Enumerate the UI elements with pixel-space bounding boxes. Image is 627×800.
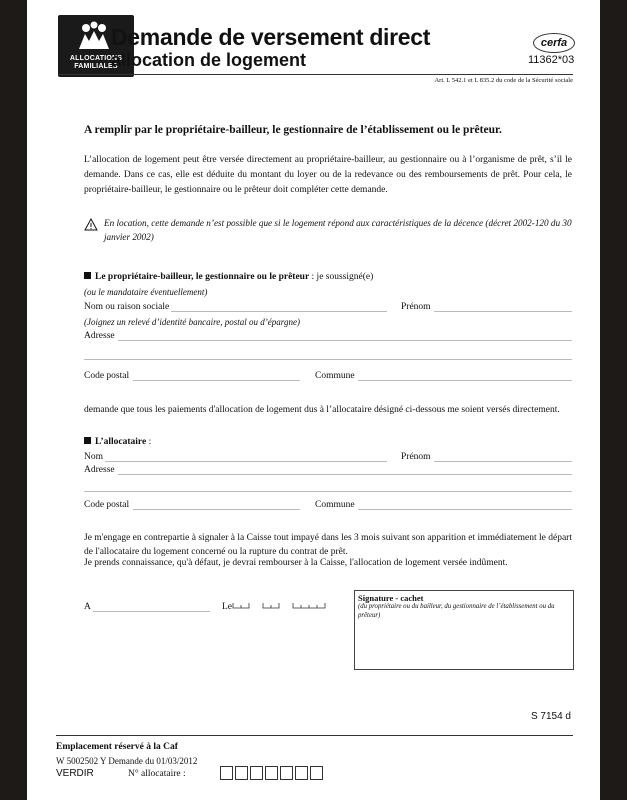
- allocataire-name-field[interactable]: [105, 461, 387, 462]
- divider: [56, 735, 573, 736]
- logo-text: ALLOCATIONS: [69, 55, 123, 62]
- owner-postal-field[interactable]: [133, 380, 300, 381]
- request-text: demande que tous les paiements d'allocation de logement dus à l’allocataire désigné ci-dessous me soient versés directement.: [84, 405, 560, 415]
- warning-icon: [84, 218, 98, 231]
- owner-postal-label: Code postal: [84, 371, 130, 381]
- decency-warning: En location, cette demande n’est possible que si le logement répond aux caractéristiques de la décence (décret 2002-120 du 30 janvier 2002): [104, 218, 572, 242]
- family-icon: [77, 21, 111, 51]
- engagement-text: Je m'engage en contrepartie à signaler à la Caisse tout impayé dans les 3 mois suivant son apparition et immédiatement le départ de l'allocataire du logement concerné ou la rupture du contrat de prêt.: [84, 533, 572, 557]
- request-reference: W 5002502 Y Demande du 01/03/2012: [56, 756, 198, 766]
- allocataire-firstname-field[interactable]: [434, 461, 572, 462]
- allocataire-number-field[interactable]: [220, 766, 325, 785]
- form-subtitle: allocation de logement: [111, 50, 307, 70]
- allocataire-address-label: Adresse: [84, 465, 115, 475]
- digit-box[interactable]: [250, 766, 263, 780]
- cerfa-number: 11362*03: [528, 54, 575, 66]
- allocataire-name: VERDIR: [56, 768, 94, 779]
- place-field[interactable]: [93, 611, 210, 612]
- allocataire-firstname-label: Prénom: [401, 452, 431, 462]
- owner-commune-field[interactable]: [358, 380, 572, 381]
- allocataire-number-label: N° allocataire :: [128, 769, 186, 779]
- intro-paragraph: L’allocation de logement peut être versée directement au propriétaire-bailleur, au gestionnaire ou à l’organisme de prêt, s’il le demande. Dans ce cas, elle est déduite du montant du loyer ou de la redevance ou des remboursements de prêt. Pour cela, le propriétaire-bailleur, le gestionnaire ou le prêteur doit compléter cette demande.: [84, 155, 572, 195]
- signature-subtitle: (du propriétaire ou du bailleur, du gestionnaire de l’établissement ou du prêteur): [358, 603, 555, 619]
- owner-firstname-field[interactable]: [434, 311, 572, 312]
- bullet-square-icon: [84, 437, 91, 444]
- allocataire-commune-label: Commune: [315, 500, 355, 510]
- digit-box[interactable]: [265, 766, 278, 780]
- form-code: S 7154 d: [530, 711, 571, 722]
- repayment-text: Je prends connaissance, qu'à défaut, je devrai rembourser à la Caisse, l'allocation de logement versée indûment.: [84, 558, 508, 568]
- allocataire-name-label: Nom: [84, 452, 103, 462]
- date-field[interactable]: [231, 598, 351, 610]
- digit-box[interactable]: [310, 766, 323, 780]
- digit-box[interactable]: [220, 766, 233, 780]
- signature-box[interactable]: [354, 590, 574, 670]
- allocataire-section-heading: L’allocataire :: [84, 437, 151, 447]
- digit-box[interactable]: [235, 766, 248, 780]
- mandataire-note: (ou le mandataire éventuellement): [84, 287, 208, 297]
- owner-name-label: Nom ou raison sociale: [84, 302, 170, 312]
- allocataire-postal-label: Code postal: [84, 500, 130, 510]
- allocataire-address-field-2[interactable]: [84, 491, 572, 492]
- owner-address-field-2[interactable]: [84, 359, 572, 360]
- owner-section-heading: Le propriétaire-bailleur, le gestionnaire ou le prêteur : je soussigné(e): [84, 272, 373, 282]
- owner-address-label: Adresse: [84, 331, 115, 341]
- owner-name-field[interactable]: [171, 311, 387, 312]
- allocataire-commune-field[interactable]: [358, 509, 572, 510]
- owner-firstname-label: Prénom: [401, 302, 431, 312]
- signature-title: Signature - cachet: [358, 593, 424, 603]
- divider: [58, 74, 573, 75]
- rib-note: (Joignez un relevé d’identité bancaire, postal ou d’épargne): [84, 317, 300, 327]
- place-label: A: [84, 602, 91, 612]
- owner-address-field[interactable]: [118, 340, 572, 341]
- form-title: Demande de versement direct: [111, 24, 431, 50]
- bullet-square-icon: [84, 272, 91, 279]
- digit-box[interactable]: [280, 766, 293, 780]
- owner-commune-label: Commune: [315, 371, 355, 381]
- allocataire-postal-field[interactable]: [133, 509, 300, 510]
- legal-reference: Art. L 542.1 et L 835.2 du code de la Sécurité sociale: [434, 77, 573, 84]
- allocataire-address-field[interactable]: [118, 474, 572, 475]
- caf-reserved-label: Emplacement réservé à la Caf: [56, 742, 178, 752]
- logo-text: FAMILIALES: [74, 63, 118, 70]
- digit-box[interactable]: [295, 766, 308, 780]
- cerfa-logo: cerfa: [533, 33, 575, 53]
- form-page: [27, 0, 600, 800]
- date-label: Le: [222, 602, 233, 612]
- instructions-heading: A remplir par le propriétaire-bailleur, le gestionnaire de l’établissement ou le prêteur.: [84, 124, 502, 136]
